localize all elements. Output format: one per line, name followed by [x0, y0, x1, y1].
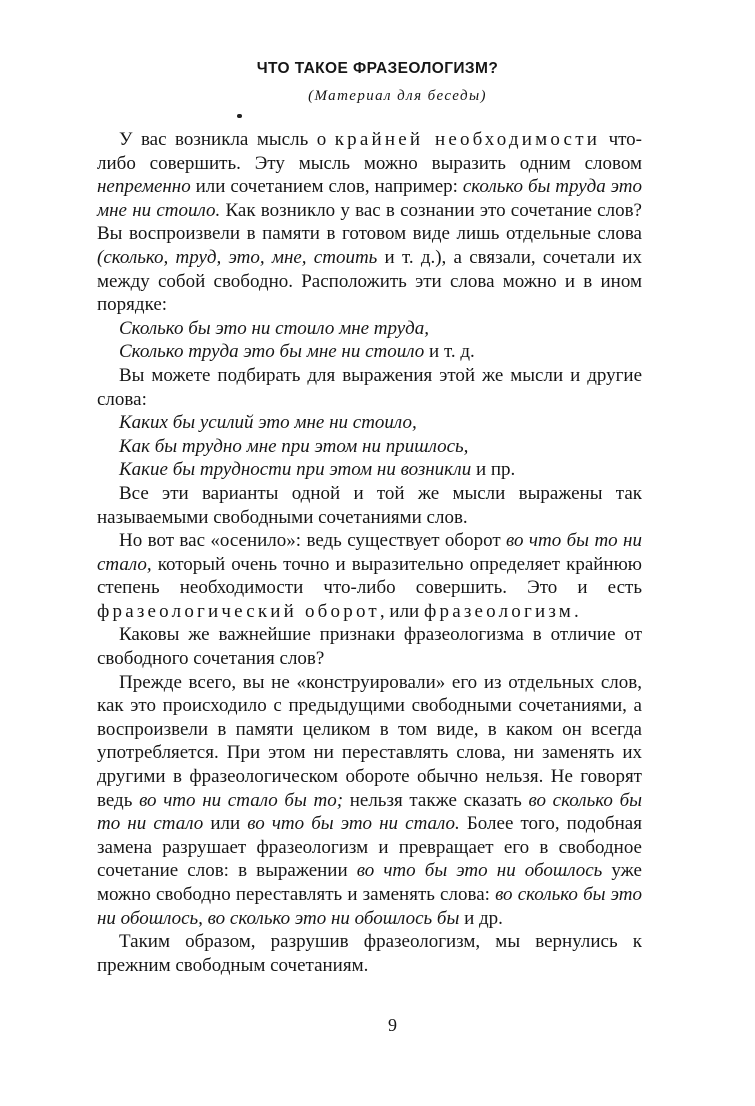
- italic-phrase: во что ни стало бы то;: [139, 789, 344, 811]
- italic-phrase: непременно: [97, 176, 191, 198]
- text-run: который очень точно и выразительно определяет крайнюю степень необходимости что-либо совершить. Это и есть: [97, 553, 642, 599]
- paragraph: [97, 364, 642, 411]
- spaced-emphasis: фразеологизм: [423, 600, 575, 622]
- paragraph: [97, 671, 642, 931]
- body-text: [97, 128, 642, 977]
- text-run: Более того, подобная замена разрушает фразеологизм и превращает его в свободное сочетание слов: в выражении: [97, 813, 642, 882]
- text-run: или сочетанием слов, например:: [190, 176, 463, 198]
- paragraph: [97, 529, 642, 623]
- italic-phrase: во что бы это ни обошлось: [356, 860, 603, 882]
- text-run: Каковы же важнейшие признаки фразеологизма в отличие от свободного сочетания слов?: [97, 624, 642, 670]
- page-title: ЧТО ТАКОЕ ФРАЗЕОЛОГИЗМ?: [256, 60, 499, 77]
- text-run: .: [574, 600, 579, 622]
- italic-phrase: Как бы трудно мне при этом ни пришлось,: [119, 435, 469, 457]
- text-run: Таким образом, разрушив фразеологизм, мы вернулись к прежним свободным сочетаниям.: [97, 931, 642, 976]
- example-line: [97, 458, 642, 482]
- text-run: и т. д.), а связали, сочетали их между собой свободно. Расположить эти слова можно и в ином порядке:: [97, 246, 642, 316]
- example-line: [97, 435, 642, 459]
- italic-phrase: во сколько бы это ни обошлось, во сколько это ни обошлось бы: [97, 884, 642, 929]
- page-subtitle: (Материал для беседы): [308, 88, 487, 104]
- text-run: и др.: [459, 907, 503, 929]
- spaced-emphasis: фразеологический оборот: [97, 600, 380, 622]
- example-line: [97, 411, 642, 435]
- italic-phrase: во сколько бы то ни стало: [97, 789, 642, 835]
- paragraph: [97, 128, 642, 317]
- text-run: Но вот вас «осенило»: ведь существует оборот: [119, 530, 507, 552]
- text-run: и пр.: [471, 459, 516, 481]
- paragraph: [97, 930, 642, 977]
- text-run: Вы можете подбирать для выражения этой же мысли и другие слова:: [97, 364, 642, 410]
- text-run: Прежде всего, вы не «конструировали» его из отдельных слов, как это происходило с предыдущими свободными сочетаниями, а воспроизвели в памяти целиком в том виде, в каком он всегда употребляется. При этом ни переставлять слова, ни заменять их другими в фразеологическом обороте обычно нельзя. Не говорят ведь: [97, 671, 642, 811]
- text-run: У вас возникла мысль о: [119, 129, 335, 150]
- text-run: , или: [379, 600, 424, 622]
- text-run: и т. д.: [424, 341, 475, 363]
- paragraph: [97, 623, 642, 670]
- text-run: уже можно свободно переставлять и заменять слова:: [97, 860, 642, 905]
- page-number: 9: [388, 1015, 397, 1035]
- italic-phrase: Сколько труда это бы мне ни стоило: [119, 341, 425, 363]
- italic-phrase: сколько бы труда это мне ни стоило.: [97, 176, 642, 221]
- example-line: [97, 340, 642, 364]
- text-run: или: [203, 813, 248, 835]
- paragraph: [97, 482, 642, 529]
- spaced-emphasis: крайней необходимости: [334, 129, 601, 150]
- italic-phrase: во что бы то ни стало,: [97, 530, 642, 575]
- italic-phrase: во что бы это ни стало.: [247, 813, 460, 835]
- italic-phrase: (сколько, труд, это, мне, стоить: [97, 246, 378, 268]
- text-run: Все эти варианты одной и той же мысли выражены так называемыми свободными сочетаниями слов.: [97, 482, 642, 528]
- text-run: Как возникло у вас в сознании это сочетание слов? Вы воспроизвели в памяти в готовом виде лишь отдельные слова: [97, 199, 642, 245]
- italic-phrase: Сколько бы это ни стоило мне труда,: [119, 317, 430, 339]
- italic-phrase: Какие бы трудности при этом ни возникли: [119, 459, 472, 481]
- example-line: [97, 317, 642, 341]
- print-speck: [237, 114, 242, 118]
- text-run: что-либо совершить. Эту мысль можно выразить одним словом: [97, 129, 642, 174]
- italic-phrase: Каких бы усилий это мне ни стоило,: [119, 412, 417, 434]
- text-run: нельзя также сказать: [343, 789, 529, 811]
